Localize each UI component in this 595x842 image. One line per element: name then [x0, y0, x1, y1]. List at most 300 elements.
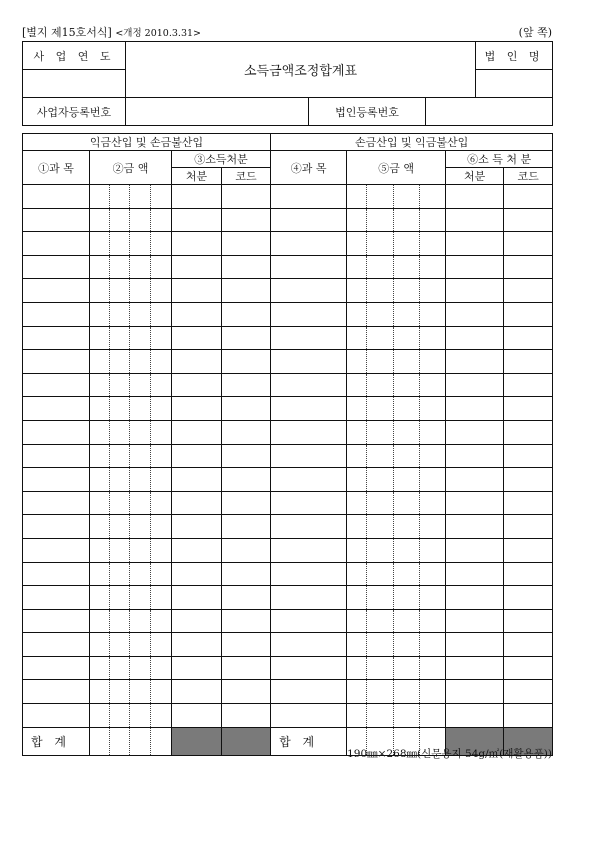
- left-amount-cell[interactable]: [130, 302, 151, 326]
- left-amount-cell[interactable]: [151, 491, 172, 515]
- right-amount-cell[interactable]: [394, 562, 420, 586]
- left-amount-cell[interactable]: [90, 302, 110, 326]
- right-amount-cell[interactable]: [367, 515, 394, 539]
- right-disposal-cell[interactable]: [446, 562, 504, 586]
- right-amount-cell[interactable]: [394, 373, 420, 397]
- right-amount-cell[interactable]: [394, 185, 420, 209]
- left-amount-cell[interactable]: [130, 515, 151, 539]
- left-amount-cell[interactable]: [110, 279, 130, 303]
- left-code-cell[interactable]: [222, 609, 271, 633]
- left-amount-cell[interactable]: [130, 255, 151, 279]
- right-amount-cell[interactable]: [394, 208, 420, 232]
- left-amount-cell[interactable]: [90, 326, 110, 350]
- left-amount-cell[interactable]: [90, 656, 110, 680]
- right-amount-cell[interactable]: [420, 373, 446, 397]
- right-subject-cell[interactable]: [271, 586, 347, 610]
- right-code-cell[interactable]: [504, 420, 553, 444]
- right-amount-cell[interactable]: [394, 609, 420, 633]
- right-amount-cell[interactable]: [347, 491, 367, 515]
- left-total-amount[interactable]: [130, 727, 151, 755]
- left-amount-cell[interactable]: [90, 397, 110, 421]
- left-amount-cell[interactable]: [90, 420, 110, 444]
- left-amount-cell[interactable]: [110, 302, 130, 326]
- left-code-cell[interactable]: [222, 491, 271, 515]
- right-amount-cell[interactable]: [367, 397, 394, 421]
- right-disposal-cell[interactable]: [446, 232, 504, 256]
- right-amount-cell[interactable]: [367, 704, 394, 728]
- right-amount-cell[interactable]: [420, 562, 446, 586]
- right-disposal-cell[interactable]: [446, 350, 504, 374]
- left-amount-cell[interactable]: [130, 397, 151, 421]
- right-disposal-cell[interactable]: [446, 326, 504, 350]
- left-amount-cell[interactable]: [110, 538, 130, 562]
- left-amount-cell[interactable]: [151, 420, 172, 444]
- right-disposal-cell[interactable]: [446, 586, 504, 610]
- left-disposal-cell[interactable]: [172, 279, 222, 303]
- right-amount-cell[interactable]: [347, 255, 367, 279]
- right-subject-cell[interactable]: [271, 491, 347, 515]
- left-amount-cell[interactable]: [130, 704, 151, 728]
- left-amount-cell[interactable]: [110, 255, 130, 279]
- left-amount-cell[interactable]: [130, 350, 151, 374]
- right-amount-cell[interactable]: [420, 491, 446, 515]
- left-amount-cell[interactable]: [110, 208, 130, 232]
- right-amount-cell[interactable]: [420, 255, 446, 279]
- left-amount-cell[interactable]: [151, 468, 172, 492]
- left-subject-cell[interactable]: [23, 633, 90, 657]
- right-amount-cell[interactable]: [394, 397, 420, 421]
- right-amount-cell[interactable]: [420, 468, 446, 492]
- left-total-amount[interactable]: [151, 727, 172, 755]
- right-disposal-cell[interactable]: [446, 302, 504, 326]
- left-amount-cell[interactable]: [151, 609, 172, 633]
- left-subject-cell[interactable]: [23, 468, 90, 492]
- left-amount-cell[interactable]: [110, 468, 130, 492]
- right-amount-cell[interactable]: [420, 538, 446, 562]
- left-amount-cell[interactable]: [151, 704, 172, 728]
- left-disposal-cell[interactable]: [172, 350, 222, 374]
- left-amount-cell[interactable]: [130, 609, 151, 633]
- left-subject-cell[interactable]: [23, 609, 90, 633]
- right-amount-cell[interactable]: [420, 350, 446, 374]
- right-amount-cell[interactable]: [347, 586, 367, 610]
- right-amount-cell[interactable]: [347, 420, 367, 444]
- left-subject-cell[interactable]: [23, 279, 90, 303]
- right-amount-cell[interactable]: [420, 302, 446, 326]
- right-amount-cell[interactable]: [347, 609, 367, 633]
- left-amount-cell[interactable]: [151, 680, 172, 704]
- left-code-cell[interactable]: [222, 680, 271, 704]
- left-code-cell[interactable]: [222, 350, 271, 374]
- right-amount-cell[interactable]: [420, 680, 446, 704]
- right-subject-cell[interactable]: [271, 468, 347, 492]
- right-disposal-cell[interactable]: [446, 609, 504, 633]
- left-amount-cell[interactable]: [90, 279, 110, 303]
- right-amount-cell[interactable]: [367, 656, 394, 680]
- right-amount-cell[interactable]: [347, 444, 367, 468]
- left-amount-cell[interactable]: [151, 444, 172, 468]
- right-disposal-cell[interactable]: [446, 468, 504, 492]
- left-code-cell[interactable]: [222, 420, 271, 444]
- right-amount-cell[interactable]: [347, 232, 367, 256]
- right-amount-cell[interactable]: [347, 350, 367, 374]
- left-amount-cell[interactable]: [90, 609, 110, 633]
- left-code-cell[interactable]: [222, 538, 271, 562]
- right-code-cell[interactable]: [504, 208, 553, 232]
- right-subject-cell[interactable]: [271, 656, 347, 680]
- left-code-cell[interactable]: [222, 185, 271, 209]
- left-amount-cell[interactable]: [110, 185, 130, 209]
- right-amount-cell[interactable]: [367, 680, 394, 704]
- right-amount-cell[interactable]: [347, 633, 367, 657]
- right-amount-cell[interactable]: [367, 185, 394, 209]
- right-code-cell[interactable]: [504, 468, 553, 492]
- right-code-cell[interactable]: [504, 586, 553, 610]
- right-amount-cell[interactable]: [420, 208, 446, 232]
- left-total-amount[interactable]: [110, 727, 130, 755]
- right-amount-cell[interactable]: [367, 586, 394, 610]
- right-subject-cell[interactable]: [271, 373, 347, 397]
- left-amount-cell[interactable]: [151, 373, 172, 397]
- right-amount-cell[interactable]: [367, 538, 394, 562]
- left-amount-cell[interactable]: [90, 586, 110, 610]
- right-disposal-cell[interactable]: [446, 656, 504, 680]
- left-code-cell[interactable]: [222, 302, 271, 326]
- left-code-cell[interactable]: [222, 208, 271, 232]
- right-subject-cell[interactable]: [271, 562, 347, 586]
- right-subject-cell[interactable]: [271, 326, 347, 350]
- left-amount-cell[interactable]: [130, 373, 151, 397]
- left-amount-cell[interactable]: [110, 680, 130, 704]
- right-subject-cell[interactable]: [271, 609, 347, 633]
- left-amount-cell[interactable]: [151, 350, 172, 374]
- right-disposal-cell[interactable]: [446, 515, 504, 539]
- right-amount-cell[interactable]: [347, 656, 367, 680]
- left-subject-cell[interactable]: [23, 562, 90, 586]
- right-subject-cell[interactable]: [271, 444, 347, 468]
- left-disposal-cell[interactable]: [172, 704, 222, 728]
- left-amount-cell[interactable]: [151, 208, 172, 232]
- right-disposal-cell[interactable]: [446, 491, 504, 515]
- left-amount-cell[interactable]: [110, 350, 130, 374]
- left-amount-cell[interactable]: [151, 232, 172, 256]
- right-amount-cell[interactable]: [420, 420, 446, 444]
- right-code-cell[interactable]: [504, 279, 553, 303]
- left-amount-cell[interactable]: [151, 397, 172, 421]
- left-subject-cell[interactable]: [23, 491, 90, 515]
- right-amount-cell[interactable]: [367, 350, 394, 374]
- left-disposal-cell[interactable]: [172, 562, 222, 586]
- left-amount-cell[interactable]: [90, 680, 110, 704]
- left-amount-cell[interactable]: [130, 633, 151, 657]
- right-amount-cell[interactable]: [394, 255, 420, 279]
- left-disposal-cell[interactable]: [172, 255, 222, 279]
- right-amount-cell[interactable]: [347, 562, 367, 586]
- left-amount-cell[interactable]: [90, 468, 110, 492]
- left-amount-cell[interactable]: [110, 326, 130, 350]
- right-amount-cell[interactable]: [367, 444, 394, 468]
- right-code-cell[interactable]: [504, 633, 553, 657]
- right-disposal-cell[interactable]: [446, 397, 504, 421]
- right-amount-cell[interactable]: [347, 538, 367, 562]
- left-subject-cell[interactable]: [23, 586, 90, 610]
- left-amount-cell[interactable]: [130, 586, 151, 610]
- right-disposal-cell[interactable]: [446, 420, 504, 444]
- left-amount-cell[interactable]: [110, 656, 130, 680]
- left-disposal-cell[interactable]: [172, 586, 222, 610]
- left-subject-cell[interactable]: [23, 185, 90, 209]
- left-amount-cell[interactable]: [90, 232, 110, 256]
- right-code-cell[interactable]: [504, 444, 553, 468]
- left-disposal-cell[interactable]: [172, 468, 222, 492]
- left-disposal-cell[interactable]: [172, 444, 222, 468]
- left-code-cell[interactable]: [222, 586, 271, 610]
- right-subject-cell[interactable]: [271, 633, 347, 657]
- right-subject-cell[interactable]: [271, 397, 347, 421]
- right-subject-cell[interactable]: [271, 208, 347, 232]
- right-amount-cell[interactable]: [394, 468, 420, 492]
- left-amount-cell[interactable]: [130, 208, 151, 232]
- left-subject-cell[interactable]: [23, 302, 90, 326]
- left-disposal-cell[interactable]: [172, 420, 222, 444]
- right-amount-cell[interactable]: [394, 302, 420, 326]
- left-code-cell[interactable]: [222, 373, 271, 397]
- right-amount-cell[interactable]: [394, 633, 420, 657]
- right-subject-cell[interactable]: [271, 420, 347, 444]
- right-code-cell[interactable]: [504, 538, 553, 562]
- left-subject-cell[interactable]: [23, 656, 90, 680]
- right-amount-cell[interactable]: [347, 515, 367, 539]
- right-subject-cell[interactable]: [271, 302, 347, 326]
- right-amount-cell[interactable]: [367, 562, 394, 586]
- right-amount-cell[interactable]: [347, 208, 367, 232]
- left-disposal-cell[interactable]: [172, 208, 222, 232]
- right-amount-cell[interactable]: [420, 279, 446, 303]
- right-amount-cell[interactable]: [394, 515, 420, 539]
- right-amount-cell[interactable]: [394, 444, 420, 468]
- left-amount-cell[interactable]: [130, 185, 151, 209]
- left-amount-cell[interactable]: [110, 704, 130, 728]
- right-amount-cell[interactable]: [347, 185, 367, 209]
- left-amount-cell[interactable]: [110, 515, 130, 539]
- left-subject-cell[interactable]: [23, 680, 90, 704]
- left-amount-cell[interactable]: [110, 397, 130, 421]
- left-code-cell[interactable]: [222, 562, 271, 586]
- left-amount-cell[interactable]: [151, 185, 172, 209]
- left-subject-cell[interactable]: [23, 208, 90, 232]
- right-amount-cell[interactable]: [347, 302, 367, 326]
- left-disposal-cell[interactable]: [172, 397, 222, 421]
- right-amount-cell[interactable]: [394, 680, 420, 704]
- left-disposal-cell[interactable]: [172, 538, 222, 562]
- right-subject-cell[interactable]: [271, 680, 347, 704]
- right-code-cell[interactable]: [504, 373, 553, 397]
- right-disposal-cell[interactable]: [446, 633, 504, 657]
- right-amount-cell[interactable]: [367, 302, 394, 326]
- left-amount-cell[interactable]: [110, 491, 130, 515]
- right-code-cell[interactable]: [504, 491, 553, 515]
- left-amount-cell[interactable]: [90, 350, 110, 374]
- left-disposal-cell[interactable]: [172, 633, 222, 657]
- right-amount-cell[interactable]: [394, 350, 420, 374]
- right-amount-cell[interactable]: [394, 656, 420, 680]
- right-subject-cell[interactable]: [271, 185, 347, 209]
- left-code-cell[interactable]: [222, 279, 271, 303]
- left-amount-cell[interactable]: [151, 586, 172, 610]
- left-disposal-cell[interactable]: [172, 609, 222, 633]
- left-amount-cell[interactable]: [151, 656, 172, 680]
- right-amount-cell[interactable]: [420, 185, 446, 209]
- left-amount-cell[interactable]: [151, 515, 172, 539]
- right-amount-cell[interactable]: [420, 232, 446, 256]
- left-subject-cell[interactable]: [23, 538, 90, 562]
- right-amount-cell[interactable]: [367, 420, 394, 444]
- right-amount-cell[interactable]: [367, 208, 394, 232]
- left-disposal-cell[interactable]: [172, 680, 222, 704]
- right-code-cell[interactable]: [504, 185, 553, 209]
- right-subject-cell[interactable]: [271, 704, 347, 728]
- left-amount-cell[interactable]: [110, 586, 130, 610]
- left-amount-cell[interactable]: [130, 420, 151, 444]
- left-amount-cell[interactable]: [90, 373, 110, 397]
- right-code-cell[interactable]: [504, 656, 553, 680]
- left-code-cell[interactable]: [222, 326, 271, 350]
- right-code-cell[interactable]: [504, 326, 553, 350]
- left-subject-cell[interactable]: [23, 350, 90, 374]
- left-amount-cell[interactable]: [151, 562, 172, 586]
- right-amount-cell[interactable]: [394, 326, 420, 350]
- right-subject-cell[interactable]: [271, 515, 347, 539]
- left-amount-cell[interactable]: [110, 444, 130, 468]
- left-code-cell[interactable]: [222, 397, 271, 421]
- right-amount-cell[interactable]: [367, 326, 394, 350]
- left-code-cell[interactable]: [222, 633, 271, 657]
- right-amount-cell[interactable]: [347, 326, 367, 350]
- right-amount-cell[interactable]: [394, 491, 420, 515]
- left-amount-cell[interactable]: [130, 538, 151, 562]
- left-amount-cell[interactable]: [130, 680, 151, 704]
- left-code-cell[interactable]: [222, 232, 271, 256]
- right-amount-cell[interactable]: [367, 633, 394, 657]
- right-disposal-cell[interactable]: [446, 538, 504, 562]
- left-disposal-cell[interactable]: [172, 232, 222, 256]
- left-amount-cell[interactable]: [90, 704, 110, 728]
- left-subject-cell[interactable]: [23, 444, 90, 468]
- left-subject-cell[interactable]: [23, 232, 90, 256]
- right-amount-cell[interactable]: [420, 397, 446, 421]
- right-amount-cell[interactable]: [367, 609, 394, 633]
- left-amount-cell[interactable]: [90, 208, 110, 232]
- right-subject-cell[interactable]: [271, 232, 347, 256]
- left-code-cell[interactable]: [222, 515, 271, 539]
- right-amount-cell[interactable]: [347, 680, 367, 704]
- right-disposal-cell[interactable]: [446, 185, 504, 209]
- left-disposal-cell[interactable]: [172, 656, 222, 680]
- left-amount-cell[interactable]: [90, 515, 110, 539]
- left-amount-cell[interactable]: [130, 444, 151, 468]
- right-amount-cell[interactable]: [347, 704, 367, 728]
- right-code-cell[interactable]: [504, 515, 553, 539]
- left-amount-cell[interactable]: [130, 656, 151, 680]
- corporation-registration-field[interactable]: [426, 98, 553, 126]
- right-amount-cell[interactable]: [347, 373, 367, 397]
- left-amount-cell[interactable]: [110, 373, 130, 397]
- right-code-cell[interactable]: [504, 704, 553, 728]
- right-code-cell[interactable]: [504, 397, 553, 421]
- right-amount-cell[interactable]: [420, 656, 446, 680]
- right-disposal-cell[interactable]: [446, 373, 504, 397]
- right-code-cell[interactable]: [504, 680, 553, 704]
- left-amount-cell[interactable]: [151, 326, 172, 350]
- left-disposal-cell[interactable]: [172, 185, 222, 209]
- right-amount-cell[interactable]: [420, 633, 446, 657]
- right-amount-cell[interactable]: [347, 468, 367, 492]
- left-amount-cell[interactable]: [130, 562, 151, 586]
- left-code-cell[interactable]: [222, 444, 271, 468]
- right-subject-cell[interactable]: [271, 255, 347, 279]
- left-disposal-cell[interactable]: [172, 373, 222, 397]
- right-amount-cell[interactable]: [367, 279, 394, 303]
- left-disposal-cell[interactable]: [172, 491, 222, 515]
- corporation-name-field[interactable]: [476, 70, 553, 98]
- right-disposal-cell[interactable]: [446, 704, 504, 728]
- right-subject-cell[interactable]: [271, 279, 347, 303]
- right-amount-cell[interactable]: [367, 373, 394, 397]
- left-amount-cell[interactable]: [90, 562, 110, 586]
- right-amount-cell[interactable]: [420, 515, 446, 539]
- left-amount-cell[interactable]: [130, 491, 151, 515]
- left-subject-cell[interactable]: [23, 326, 90, 350]
- right-code-cell[interactable]: [504, 350, 553, 374]
- left-disposal-cell[interactable]: [172, 515, 222, 539]
- right-amount-cell[interactable]: [347, 279, 367, 303]
- left-amount-cell[interactable]: [110, 420, 130, 444]
- left-code-cell[interactable]: [222, 255, 271, 279]
- left-amount-cell[interactable]: [130, 232, 151, 256]
- left-subject-cell[interactable]: [23, 704, 90, 728]
- right-amount-cell[interactable]: [394, 232, 420, 256]
- right-amount-cell[interactable]: [367, 468, 394, 492]
- right-code-cell[interactable]: [504, 609, 553, 633]
- left-code-cell[interactable]: [222, 704, 271, 728]
- left-subject-cell[interactable]: [23, 255, 90, 279]
- right-amount-cell[interactable]: [420, 326, 446, 350]
- right-amount-cell[interactable]: [367, 491, 394, 515]
- left-amount-cell[interactable]: [90, 185, 110, 209]
- right-disposal-cell[interactable]: [446, 279, 504, 303]
- left-amount-cell[interactable]: [90, 444, 110, 468]
- right-amount-cell[interactable]: [347, 397, 367, 421]
- right-disposal-cell[interactable]: [446, 680, 504, 704]
- right-amount-cell[interactable]: [394, 279, 420, 303]
- right-code-cell[interactable]: [504, 302, 553, 326]
- right-amount-cell[interactable]: [420, 586, 446, 610]
- right-code-cell[interactable]: [504, 255, 553, 279]
- left-amount-cell[interactable]: [110, 232, 130, 256]
- left-amount-cell[interactable]: [130, 279, 151, 303]
- left-amount-cell[interactable]: [151, 302, 172, 326]
- left-subject-cell[interactable]: [23, 373, 90, 397]
- right-code-cell[interactable]: [504, 232, 553, 256]
- left-amount-cell[interactable]: [110, 609, 130, 633]
- right-amount-cell[interactable]: [394, 586, 420, 610]
- left-amount-cell[interactable]: [130, 468, 151, 492]
- business-registration-field[interactable]: [126, 98, 309, 126]
- right-code-cell[interactable]: [504, 562, 553, 586]
- left-amount-cell[interactable]: [90, 255, 110, 279]
- left-subject-cell[interactable]: [23, 515, 90, 539]
- business-year-field[interactable]: [23, 70, 126, 98]
